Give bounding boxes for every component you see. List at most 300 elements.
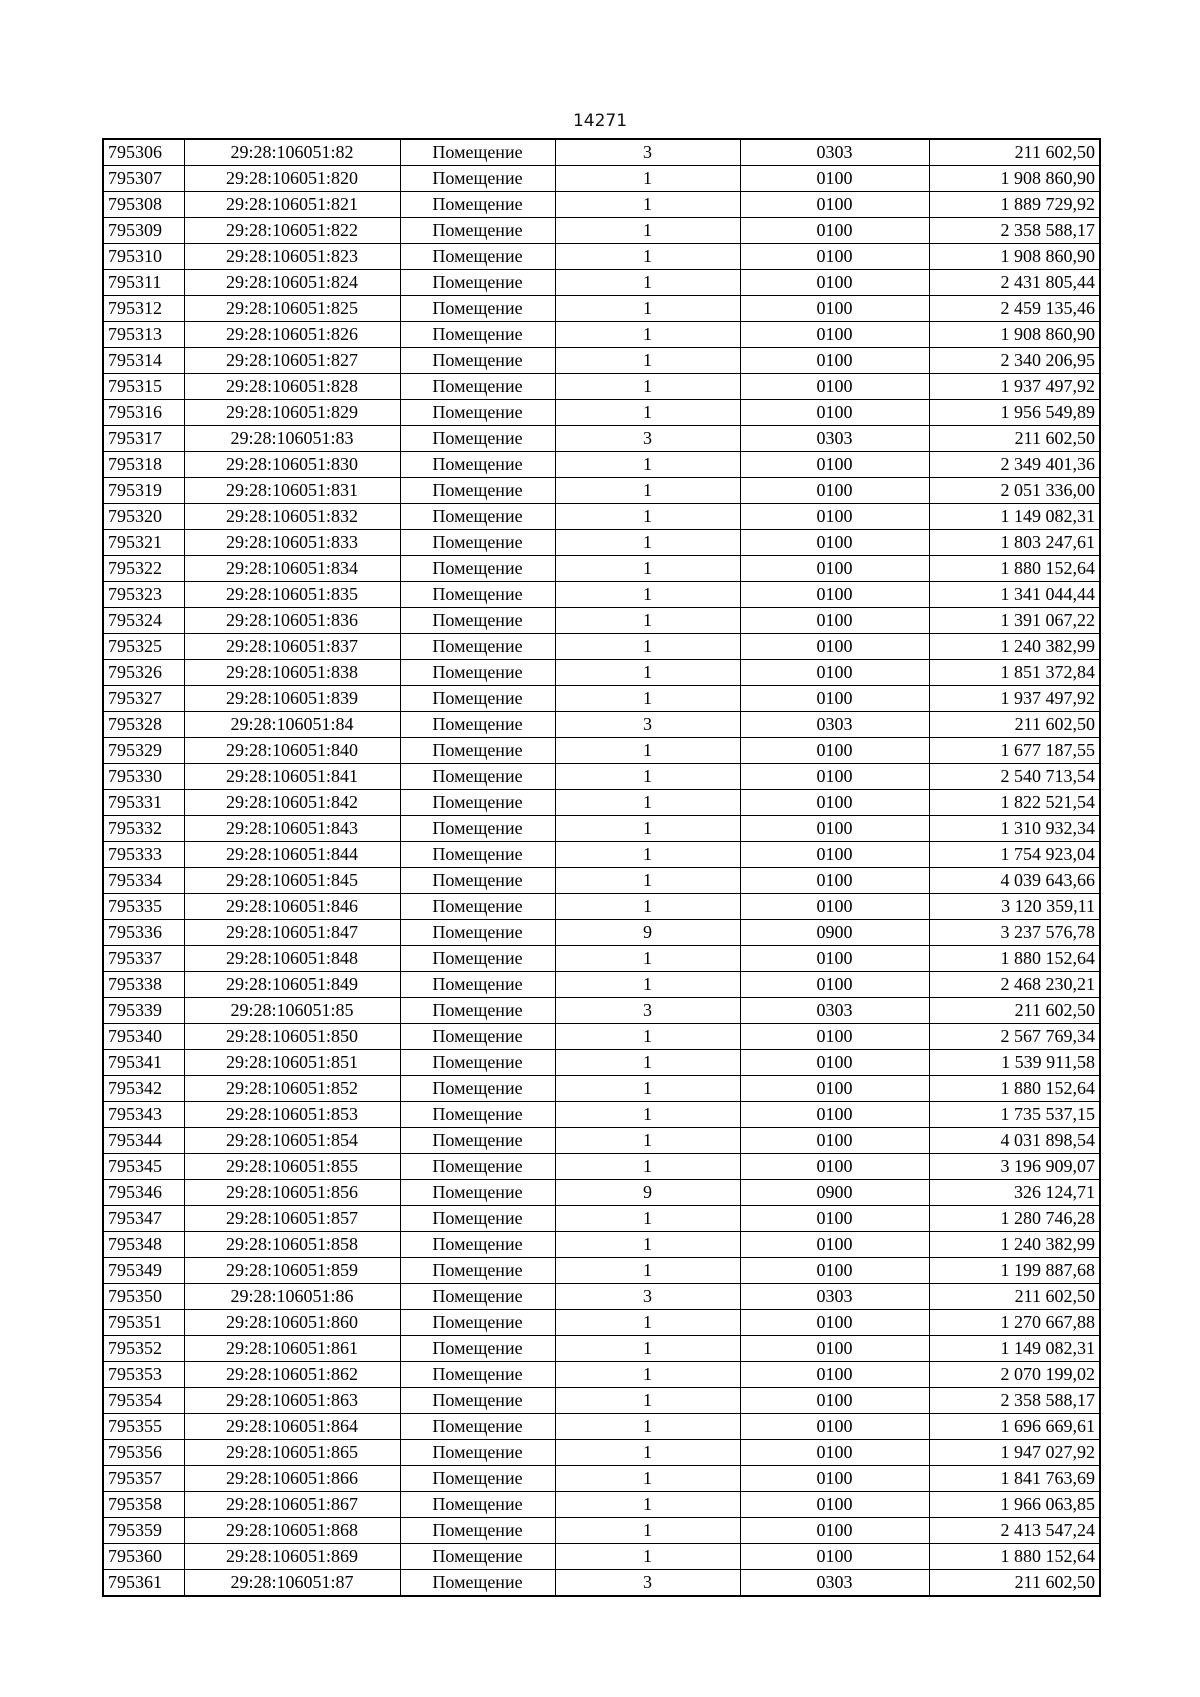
- cadastral-value-cell: 211 602,50: [929, 1284, 1100, 1310]
- cadastral-number-cell: 29:28:106051:835: [184, 582, 400, 608]
- group-code-cell: 1: [555, 270, 740, 296]
- cadastral-value-cell: 211 602,50: [929, 1570, 1100, 1597]
- row-number-cell: 795347: [103, 1206, 184, 1232]
- cadastral-number-cell: 29:28:106051:848: [184, 946, 400, 972]
- cadastral-value-cell: 1 908 860,90: [929, 166, 1100, 192]
- cadastral-value-cell: 1 270 667,88: [929, 1310, 1100, 1336]
- cadastral-value-cell: 1 908 860,90: [929, 244, 1100, 270]
- purpose-code-cell: 0100: [740, 348, 929, 374]
- table-row: [103, 1492, 1100, 1518]
- purpose-code-cell: 0100: [740, 374, 929, 400]
- row-number-cell: 795328: [103, 712, 184, 738]
- cadastral-number-cell: 29:28:106051:852: [184, 1076, 400, 1102]
- group-code-cell: 1: [555, 1258, 740, 1284]
- object-type-cell: Помещение: [400, 1258, 555, 1284]
- row-number-cell: 795310: [103, 244, 184, 270]
- table-row: [103, 816, 1100, 842]
- object-type-cell: Помещение: [400, 296, 555, 322]
- group-code-cell: 1: [555, 1336, 740, 1362]
- table-row: [103, 166, 1100, 192]
- object-type-cell: Помещение: [400, 426, 555, 452]
- cadastral-value-cell: 1 880 152,64: [929, 946, 1100, 972]
- purpose-code-cell: 0100: [740, 1440, 929, 1466]
- purpose-code-cell: 0100: [740, 1024, 929, 1050]
- group-code-cell: 1: [555, 556, 740, 582]
- group-code-cell: 1: [555, 660, 740, 686]
- purpose-code-cell: 0100: [740, 1466, 929, 1492]
- purpose-code-cell: 0303: [740, 1284, 929, 1310]
- purpose-code-cell: 0303: [740, 712, 929, 738]
- cadastral-number-cell: 29:28:106051:84: [184, 712, 400, 738]
- group-code-cell: 1: [555, 1544, 740, 1570]
- cadastral-number-cell: 29:28:106051:839: [184, 686, 400, 712]
- cadastral-number-cell: 29:28:106051:868: [184, 1518, 400, 1544]
- table-row: [103, 764, 1100, 790]
- group-code-cell: 1: [555, 1076, 740, 1102]
- purpose-code-cell: 0100: [740, 1050, 929, 1076]
- purpose-code-cell: 0100: [740, 1102, 929, 1128]
- table-row: [103, 946, 1100, 972]
- cadastral-value-cell: 1 696 669,61: [929, 1414, 1100, 1440]
- cadastral-value-cell: 1 310 932,34: [929, 816, 1100, 842]
- row-number-cell: 795357: [103, 1466, 184, 1492]
- group-code-cell: 1: [555, 166, 740, 192]
- object-type-cell: Помещение: [400, 1362, 555, 1388]
- table-row: [103, 1544, 1100, 1570]
- group-code-cell: 3: [555, 712, 740, 738]
- table-row: [103, 1206, 1100, 1232]
- group-code-cell: 1: [555, 504, 740, 530]
- table-row: [103, 1258, 1100, 1284]
- table-row: [103, 478, 1100, 504]
- purpose-code-cell: 0100: [740, 946, 929, 972]
- object-type-cell: Помещение: [400, 400, 555, 426]
- cadastral-number-cell: 29:28:106051:844: [184, 842, 400, 868]
- purpose-code-cell: 0100: [740, 478, 929, 504]
- cadastral-value-cell: 1 149 082,31: [929, 504, 1100, 530]
- cadastral-value-cell: 1 149 082,31: [929, 1336, 1100, 1362]
- row-number-cell: 795339: [103, 998, 184, 1024]
- object-type-cell: Помещение: [400, 1024, 555, 1050]
- cadastral-number-cell: 29:28:106051:841: [184, 764, 400, 790]
- object-type-cell: Помещение: [400, 478, 555, 504]
- table-row: [103, 972, 1100, 998]
- purpose-code-cell: 0100: [740, 842, 929, 868]
- row-number-cell: 795306: [103, 139, 184, 166]
- cadastral-value-cell: 211 602,50: [929, 998, 1100, 1024]
- purpose-code-cell: 0100: [740, 296, 929, 322]
- purpose-code-cell: 0100: [740, 1206, 929, 1232]
- cadastral-number-cell: 29:28:106051:861: [184, 1336, 400, 1362]
- cadastral-value-cell: 1 735 537,15: [929, 1102, 1100, 1128]
- object-type-cell: Помещение: [400, 374, 555, 400]
- table-row: [103, 1284, 1100, 1310]
- row-number-cell: 795326: [103, 660, 184, 686]
- object-type-cell: Помещение: [400, 868, 555, 894]
- table-row: [103, 894, 1100, 920]
- table-row: [103, 322, 1100, 348]
- cadastral-value-cell: 1 937 497,92: [929, 374, 1100, 400]
- purpose-code-cell: 0100: [740, 764, 929, 790]
- table-row: [103, 1154, 1100, 1180]
- row-number-cell: 795323: [103, 582, 184, 608]
- cadastral-value-cell: 2 567 769,34: [929, 1024, 1100, 1050]
- object-type-cell: Помещение: [400, 764, 555, 790]
- table-row: [103, 1180, 1100, 1206]
- cadastral-value-cell: 1 908 860,90: [929, 322, 1100, 348]
- purpose-code-cell: 0100: [740, 1362, 929, 1388]
- table-row: [103, 1466, 1100, 1492]
- cadastral-number-cell: 29:28:106051:830: [184, 452, 400, 478]
- cadastral-value-cell: 2 051 336,00: [929, 478, 1100, 504]
- cadastral-number-cell: 29:28:106051:838: [184, 660, 400, 686]
- cadastral-value-cell: 1 880 152,64: [929, 1544, 1100, 1570]
- group-code-cell: 1: [555, 738, 740, 764]
- purpose-code-cell: 0100: [740, 634, 929, 660]
- cadastral-value-cell: 1 391 067,22: [929, 608, 1100, 634]
- object-type-cell: Помещение: [400, 1284, 555, 1310]
- registry-table: [102, 138, 1101, 1597]
- table-row: [103, 998, 1100, 1024]
- table-row: [103, 348, 1100, 374]
- row-number-cell: 795331: [103, 790, 184, 816]
- table-row: [103, 1050, 1100, 1076]
- row-number-cell: 795318: [103, 452, 184, 478]
- object-type-cell: Помещение: [400, 139, 555, 166]
- group-code-cell: 1: [555, 868, 740, 894]
- cadastral-number-cell: 29:28:106051:846: [184, 894, 400, 920]
- cadastral-number-cell: 29:28:106051:857: [184, 1206, 400, 1232]
- row-number-cell: 795341: [103, 1050, 184, 1076]
- group-code-cell: 1: [555, 1440, 740, 1466]
- row-number-cell: 795355: [103, 1414, 184, 1440]
- table-row: [103, 530, 1100, 556]
- cadastral-number-cell: 29:28:106051:851: [184, 1050, 400, 1076]
- object-type-cell: Помещение: [400, 634, 555, 660]
- table-row: [103, 920, 1100, 946]
- purpose-code-cell: 0100: [740, 816, 929, 842]
- cadastral-value-cell: 2 413 547,24: [929, 1518, 1100, 1544]
- group-code-cell: 1: [555, 1050, 740, 1076]
- cadastral-value-cell: 1 240 382,99: [929, 634, 1100, 660]
- group-code-cell: 1: [555, 374, 740, 400]
- cadastral-value-cell: 1 880 152,64: [929, 1076, 1100, 1102]
- row-number-cell: 795311: [103, 270, 184, 296]
- cadastral-value-cell: 211 602,50: [929, 712, 1100, 738]
- group-code-cell: 1: [555, 842, 740, 868]
- group-code-cell: 1: [555, 1128, 740, 1154]
- cadastral-number-cell: 29:28:106051:827: [184, 348, 400, 374]
- table-row: [103, 1232, 1100, 1258]
- purpose-code-cell: 0100: [740, 868, 929, 894]
- row-number-cell: 795346: [103, 1180, 184, 1206]
- purpose-code-cell: 0100: [740, 1544, 929, 1570]
- table-row: [103, 634, 1100, 660]
- group-code-cell: 1: [555, 452, 740, 478]
- group-code-cell: 1: [555, 1492, 740, 1518]
- group-code-cell: 1: [555, 1024, 740, 1050]
- row-number-cell: 795329: [103, 738, 184, 764]
- object-type-cell: Помещение: [400, 1570, 555, 1597]
- cadastral-value-cell: 1 199 887,68: [929, 1258, 1100, 1284]
- group-code-cell: 1: [555, 1362, 740, 1388]
- object-type-cell: Помещение: [400, 166, 555, 192]
- group-code-cell: 1: [555, 764, 740, 790]
- row-number-cell: 795360: [103, 1544, 184, 1570]
- object-type-cell: Помещение: [400, 1206, 555, 1232]
- group-code-cell: 1: [555, 530, 740, 556]
- row-number-cell: 795307: [103, 166, 184, 192]
- group-code-cell: 1: [555, 972, 740, 998]
- row-number-cell: 795353: [103, 1362, 184, 1388]
- cadastral-value-cell: 3 120 359,11: [929, 894, 1100, 920]
- cadastral-value-cell: 1 240 382,99: [929, 1232, 1100, 1258]
- object-type-cell: Помещение: [400, 322, 555, 348]
- object-type-cell: Помещение: [400, 504, 555, 530]
- purpose-code-cell: 0100: [740, 400, 929, 426]
- cadastral-number-cell: 29:28:106051:828: [184, 374, 400, 400]
- group-code-cell: 9: [555, 920, 740, 946]
- group-code-cell: 1: [555, 1232, 740, 1258]
- group-code-cell: 1: [555, 634, 740, 660]
- row-number-cell: 795345: [103, 1154, 184, 1180]
- row-number-cell: 795344: [103, 1128, 184, 1154]
- object-type-cell: Помещение: [400, 244, 555, 270]
- row-number-cell: 795358: [103, 1492, 184, 1518]
- row-number-cell: 795322: [103, 556, 184, 582]
- row-number-cell: 795309: [103, 218, 184, 244]
- table-row: [103, 1336, 1100, 1362]
- row-number-cell: 795308: [103, 192, 184, 218]
- purpose-code-cell: 0100: [740, 1518, 929, 1544]
- cadastral-value-cell: 1 822 521,54: [929, 790, 1100, 816]
- table-row: [103, 738, 1100, 764]
- row-number-cell: 795317: [103, 426, 184, 452]
- cadastral-value-cell: 1 937 497,92: [929, 686, 1100, 712]
- table-row: [103, 712, 1100, 738]
- object-type-cell: Помещение: [400, 1336, 555, 1362]
- cadastral-number-cell: 29:28:106051:860: [184, 1310, 400, 1336]
- object-type-cell: Помещение: [400, 1518, 555, 1544]
- purpose-code-cell: 0100: [740, 686, 929, 712]
- row-number-cell: 795349: [103, 1258, 184, 1284]
- purpose-code-cell: 0100: [740, 972, 929, 998]
- cadastral-value-cell: 1 341 044,44: [929, 582, 1100, 608]
- purpose-code-cell: 0100: [740, 582, 929, 608]
- cadastral-number-cell: 29:28:106051:845: [184, 868, 400, 894]
- table-row: [103, 192, 1100, 218]
- row-number-cell: 795316: [103, 400, 184, 426]
- cadastral-number-cell: 29:28:106051:82: [184, 139, 400, 166]
- purpose-code-cell: 0303: [740, 1570, 929, 1597]
- object-type-cell: Помещение: [400, 1050, 555, 1076]
- purpose-code-cell: 0900: [740, 1180, 929, 1206]
- cadastral-number-cell: 29:28:106051:849: [184, 972, 400, 998]
- group-code-cell: 1: [555, 1388, 740, 1414]
- object-type-cell: Помещение: [400, 608, 555, 634]
- cadastral-number-cell: 29:28:106051:820: [184, 166, 400, 192]
- purpose-code-cell: 0900: [740, 920, 929, 946]
- group-code-cell: 1: [555, 894, 740, 920]
- table-row: [103, 270, 1100, 296]
- object-type-cell: Помещение: [400, 582, 555, 608]
- object-type-cell: Помещение: [400, 790, 555, 816]
- group-code-cell: 1: [555, 192, 740, 218]
- purpose-code-cell: 0100: [740, 1154, 929, 1180]
- object-type-cell: Помещение: [400, 842, 555, 868]
- group-code-cell: 1: [555, 400, 740, 426]
- cadastral-value-cell: 1 539 911,58: [929, 1050, 1100, 1076]
- object-type-cell: Помещение: [400, 972, 555, 998]
- group-code-cell: 1: [555, 946, 740, 972]
- row-number-cell: 795324: [103, 608, 184, 634]
- cadastral-number-cell: 29:28:106051:831: [184, 478, 400, 504]
- group-code-cell: 1: [555, 686, 740, 712]
- table-row: [103, 296, 1100, 322]
- purpose-code-cell: 0100: [740, 1232, 929, 1258]
- object-type-cell: Помещение: [400, 686, 555, 712]
- group-code-cell: 1: [555, 790, 740, 816]
- group-code-cell: 1: [555, 322, 740, 348]
- cadastral-number-cell: 29:28:106051:83: [184, 426, 400, 452]
- object-type-cell: Помещение: [400, 1102, 555, 1128]
- cadastral-number-cell: 29:28:106051:863: [184, 1388, 400, 1414]
- cadastral-number-cell: 29:28:106051:821: [184, 192, 400, 218]
- cadastral-value-cell: 1 889 729,92: [929, 192, 1100, 218]
- purpose-code-cell: 0100: [740, 166, 929, 192]
- cadastral-value-cell: 2 431 805,44: [929, 270, 1100, 296]
- object-type-cell: Помещение: [400, 1414, 555, 1440]
- row-number-cell: 795327: [103, 686, 184, 712]
- row-number-cell: 795336: [103, 920, 184, 946]
- object-type-cell: Помещение: [400, 452, 555, 478]
- cadastral-number-cell: 29:28:106051:842: [184, 790, 400, 816]
- row-number-cell: 795325: [103, 634, 184, 660]
- row-number-cell: 795356: [103, 1440, 184, 1466]
- purpose-code-cell: 0100: [740, 1128, 929, 1154]
- table-row: [103, 868, 1100, 894]
- registry-table-body: [103, 139, 1100, 1596]
- purpose-code-cell: 0100: [740, 270, 929, 296]
- cadastral-value-cell: 2 540 713,54: [929, 764, 1100, 790]
- purpose-code-cell: 0100: [740, 1258, 929, 1284]
- table-row: [103, 1024, 1100, 1050]
- cadastral-value-cell: 4 039 643,66: [929, 868, 1100, 894]
- table-row: [103, 1102, 1100, 1128]
- purpose-code-cell: 0100: [740, 556, 929, 582]
- row-number-cell: 795333: [103, 842, 184, 868]
- cadastral-value-cell: 1 947 027,92: [929, 1440, 1100, 1466]
- cadastral-number-cell: 29:28:106051:862: [184, 1362, 400, 1388]
- cadastral-number-cell: 29:28:106051:847: [184, 920, 400, 946]
- purpose-code-cell: 0100: [740, 530, 929, 556]
- table-row: [103, 1388, 1100, 1414]
- row-number-cell: 795351: [103, 1310, 184, 1336]
- row-number-cell: 795338: [103, 972, 184, 998]
- purpose-code-cell: 0100: [740, 244, 929, 270]
- cadastral-value-cell: 2 468 230,21: [929, 972, 1100, 998]
- object-type-cell: Помещение: [400, 1492, 555, 1518]
- row-number-cell: 795321: [103, 530, 184, 556]
- purpose-code-cell: 0100: [740, 738, 929, 764]
- cadastral-value-cell: 1 677 187,55: [929, 738, 1100, 764]
- purpose-code-cell: 0303: [740, 426, 929, 452]
- table-row: [103, 582, 1100, 608]
- group-code-cell: 1: [555, 244, 740, 270]
- cadastral-number-cell: 29:28:106051:843: [184, 816, 400, 842]
- table-row: [103, 426, 1100, 452]
- cadastral-value-cell: 1 956 549,89: [929, 400, 1100, 426]
- cadastral-value-cell: 1 966 063,85: [929, 1492, 1100, 1518]
- table-row: [103, 452, 1100, 478]
- table-row: [103, 1570, 1100, 1597]
- purpose-code-cell: 0100: [740, 1336, 929, 1362]
- group-code-cell: 1: [555, 478, 740, 504]
- object-type-cell: Помещение: [400, 192, 555, 218]
- cadastral-value-cell: 4 031 898,54: [929, 1128, 1100, 1154]
- row-number-cell: 795342: [103, 1076, 184, 1102]
- object-type-cell: Помещение: [400, 894, 555, 920]
- object-type-cell: Помещение: [400, 1388, 555, 1414]
- object-type-cell: Помещение: [400, 712, 555, 738]
- object-type-cell: Помещение: [400, 1440, 555, 1466]
- purpose-code-cell: 0100: [740, 660, 929, 686]
- cadastral-number-cell: 29:28:106051:854: [184, 1128, 400, 1154]
- cadastral-value-cell: 1 841 763,69: [929, 1466, 1100, 1492]
- table-row: [103, 1518, 1100, 1544]
- group-code-cell: 3: [555, 998, 740, 1024]
- object-type-cell: Помещение: [400, 1544, 555, 1570]
- cadastral-number-cell: 29:28:106051:825: [184, 296, 400, 322]
- row-number-cell: 795340: [103, 1024, 184, 1050]
- purpose-code-cell: 0100: [740, 1076, 929, 1102]
- table-row: [103, 504, 1100, 530]
- row-number-cell: 795332: [103, 816, 184, 842]
- object-type-cell: Помещение: [400, 270, 555, 296]
- cadastral-value-cell: 1 754 923,04: [929, 842, 1100, 868]
- cadastral-number-cell: 29:28:106051:87: [184, 1570, 400, 1597]
- table-row: [103, 139, 1100, 166]
- purpose-code-cell: 0100: [740, 1310, 929, 1336]
- row-number-cell: 795361: [103, 1570, 184, 1597]
- group-code-cell: 1: [555, 1206, 740, 1232]
- cadastral-number-cell: 29:28:106051:824: [184, 270, 400, 296]
- purpose-code-cell: 0100: [740, 790, 929, 816]
- cadastral-number-cell: 29:28:106051:834: [184, 556, 400, 582]
- cadastral-number-cell: 29:28:106051:836: [184, 608, 400, 634]
- purpose-code-cell: 0100: [740, 608, 929, 634]
- group-code-cell: 1: [555, 348, 740, 374]
- row-number-cell: 795315: [103, 374, 184, 400]
- cadastral-number-cell: 29:28:106051:832: [184, 504, 400, 530]
- purpose-code-cell: 0100: [740, 504, 929, 530]
- cadastral-number-cell: 29:28:106051:865: [184, 1440, 400, 1466]
- table-row: [103, 1076, 1100, 1102]
- object-type-cell: Помещение: [400, 1310, 555, 1336]
- object-type-cell: Помещение: [400, 816, 555, 842]
- cadastral-number-cell: 29:28:106051:829: [184, 400, 400, 426]
- purpose-code-cell: 0100: [740, 322, 929, 348]
- cadastral-number-cell: 29:28:106051:833: [184, 530, 400, 556]
- group-code-cell: 1: [555, 1518, 740, 1544]
- table-row: [103, 244, 1100, 270]
- row-number-cell: 795330: [103, 764, 184, 790]
- table-row: [103, 660, 1100, 686]
- row-number-cell: 795350: [103, 1284, 184, 1310]
- cadastral-number-cell: 29:28:106051:826: [184, 322, 400, 348]
- table-row: [103, 842, 1100, 868]
- object-type-cell: Помещение: [400, 1180, 555, 1206]
